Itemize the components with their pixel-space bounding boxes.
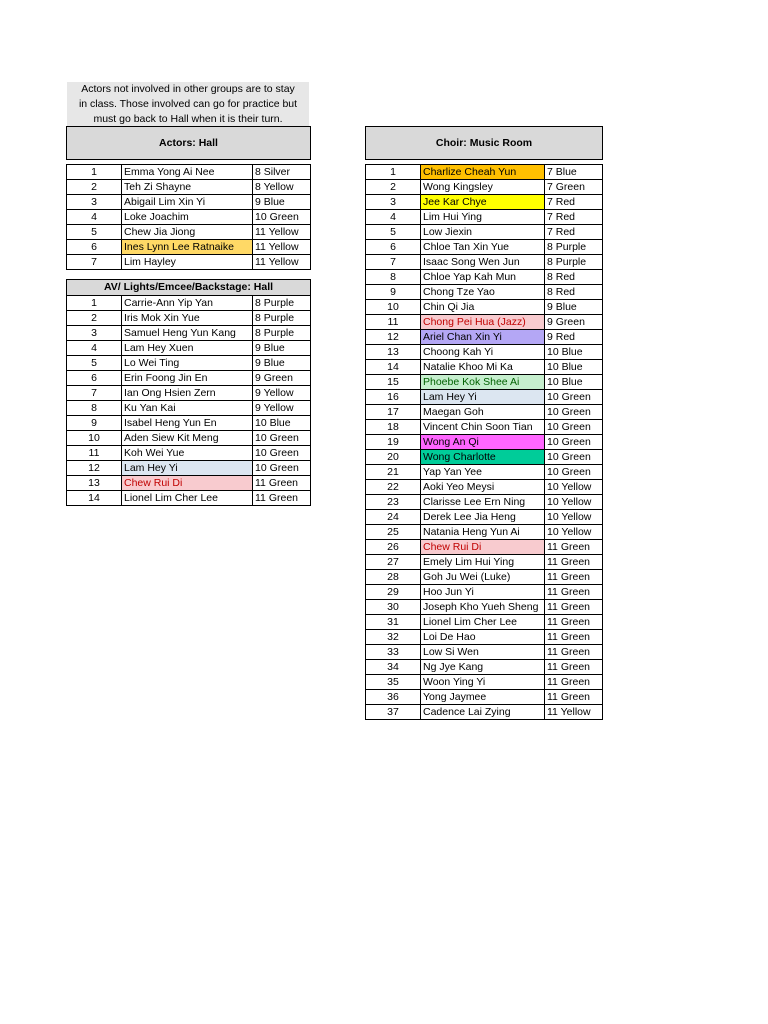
class-name: 10 Blue <box>545 375 603 390</box>
student-name: Chew Rui Di <box>421 540 545 555</box>
table-row <box>366 210 603 225</box>
table-row <box>366 585 603 600</box>
class-name: 11 Green <box>545 570 603 585</box>
table-row <box>67 341 311 356</box>
table-row <box>366 165 603 180</box>
student-name: Natania Heng Yun Ai <box>421 525 545 540</box>
row-number: 1 <box>67 296 122 311</box>
student-name: Derek Lee Jia Heng <box>421 510 545 525</box>
student-name: Jee Kar Chye <box>421 195 545 210</box>
table-row <box>67 296 311 311</box>
table-row <box>366 480 603 495</box>
row-number: 11 <box>67 446 122 461</box>
table-row <box>67 225 311 240</box>
table-row <box>67 356 311 371</box>
student-name: Lo Wei Ting <box>122 356 253 371</box>
row-number: 17 <box>366 405 421 420</box>
table-row <box>67 461 311 476</box>
student-name: Emma Yong Ai Nee <box>122 165 253 180</box>
table-row <box>366 690 603 705</box>
student-name: Erin Foong Jin En <box>122 371 253 386</box>
row-number: 22 <box>366 480 421 495</box>
student-name: Maegan Goh <box>421 405 545 420</box>
actors-table <box>66 126 311 270</box>
student-name: Clarisse Lee Ern Ning <box>421 495 545 510</box>
table-row <box>366 195 603 210</box>
class-name: 10 Yellow <box>545 495 603 510</box>
student-name: Chin Qi Jia <box>421 300 545 315</box>
row-number: 8 <box>67 401 122 416</box>
class-name: 8 Red <box>545 270 603 285</box>
row-number: 35 <box>366 675 421 690</box>
row-number: 32 <box>366 630 421 645</box>
table-row <box>67 401 311 416</box>
class-name: 9 Blue <box>253 356 311 371</box>
class-name: 11 Yellow <box>253 240 311 255</box>
table-row <box>366 360 603 375</box>
class-name: 8 Purple <box>253 311 311 326</box>
student-name: Low Jiexin <box>421 225 545 240</box>
student-name: Aoki Yeo Meysi <box>421 480 545 495</box>
student-name: Chong Pei Hua (Jazz) <box>421 315 545 330</box>
row-number: 33 <box>366 645 421 660</box>
table-row <box>67 416 311 431</box>
student-name: Hoo Jun Yi <box>421 585 545 600</box>
table-row <box>67 491 311 506</box>
table-row <box>366 705 603 720</box>
class-name: 7 Green <box>545 180 603 195</box>
table-row <box>67 210 311 225</box>
student-name: Chew Jia Jiong <box>122 225 253 240</box>
row-number: 36 <box>366 690 421 705</box>
student-name: Chong Tze Yao <box>421 285 545 300</box>
table-row <box>67 326 311 341</box>
row-number: 15 <box>366 375 421 390</box>
class-name: 10 Yellow <box>545 510 603 525</box>
note-line: must go back to Hall when it is their turn. <box>93 113 283 125</box>
class-name: 7 Red <box>545 225 603 240</box>
av-table-title: AV/ Lights/Emcee/Backstage: Hall <box>67 280 311 296</box>
table-row <box>67 476 311 491</box>
table-row <box>67 180 311 195</box>
student-name: Cadence Lai Zying <box>421 705 545 720</box>
class-name: 7 Red <box>545 195 603 210</box>
row-number: 13 <box>67 476 122 491</box>
student-name: Loke Joachim <box>122 210 253 225</box>
class-name: 11 Yellow <box>253 255 311 270</box>
row-number: 5 <box>67 225 122 240</box>
table-header-row <box>366 127 603 160</box>
class-name: 10 Green <box>545 420 603 435</box>
class-name: 10 Yellow <box>545 525 603 540</box>
class-name: 8 Purple <box>253 326 311 341</box>
row-number: 12 <box>67 461 122 476</box>
class-name: 11 Green <box>545 645 603 660</box>
student-name: Ng Jye Kang <box>421 660 545 675</box>
row-number: 2 <box>366 180 421 195</box>
student-name: Woon Ying Yi <box>421 675 545 690</box>
table-row <box>366 390 603 405</box>
class-name: 11 Green <box>253 476 311 491</box>
row-number: 7 <box>366 255 421 270</box>
student-name: Lam Hey Xuen <box>122 341 253 356</box>
row-number: 29 <box>366 585 421 600</box>
student-name: Wong Charlotte <box>421 450 545 465</box>
table-row <box>366 600 603 615</box>
student-name: Goh Ju Wei (Luke) <box>421 570 545 585</box>
student-name: Yong Jaymee <box>421 690 545 705</box>
row-number: 7 <box>67 386 122 401</box>
row-number: 11 <box>366 315 421 330</box>
table-row <box>366 435 603 450</box>
student-name: Wong Kingsley <box>421 180 545 195</box>
row-number: 5 <box>67 356 122 371</box>
row-number: 19 <box>366 435 421 450</box>
row-number: 25 <box>366 525 421 540</box>
row-number: 24 <box>366 510 421 525</box>
choir-table-title: Choir: Music Room <box>366 127 603 160</box>
row-number: 6 <box>67 240 122 255</box>
class-name: 10 Blue <box>253 416 311 431</box>
class-name: 10 Green <box>545 465 603 480</box>
table-header-row <box>67 127 311 160</box>
table-row <box>366 300 603 315</box>
av-table <box>66 279 311 506</box>
table-row <box>366 270 603 285</box>
table-row <box>366 375 603 390</box>
table-row <box>67 446 311 461</box>
student-name: Chloe Yap Kah Mun <box>421 270 545 285</box>
student-name: Natalie Khoo Mi Ka <box>421 360 545 375</box>
table-row <box>366 675 603 690</box>
table-row <box>67 371 311 386</box>
student-name: Vincent Chin Soon Tian <box>421 420 545 435</box>
table-row <box>366 540 603 555</box>
table-row <box>366 405 603 420</box>
class-name: 11 Green <box>545 690 603 705</box>
class-name: 9 Green <box>253 371 311 386</box>
row-number: 6 <box>67 371 122 386</box>
table-row <box>366 645 603 660</box>
class-name: 8 Purple <box>545 255 603 270</box>
student-name: Loi De Hao <box>421 630 545 645</box>
table-row <box>366 225 603 240</box>
actors-table-title: Actors: Hall <box>67 127 311 160</box>
table-row <box>366 525 603 540</box>
class-name: 11 Green <box>545 585 603 600</box>
row-number: 1 <box>67 165 122 180</box>
student-name: Abigail Lim Xin Yi <box>122 195 253 210</box>
class-name: 11 Green <box>545 600 603 615</box>
class-name: 10 Green <box>253 446 311 461</box>
row-number: 9 <box>366 285 421 300</box>
table-row <box>67 255 311 270</box>
table-row <box>67 431 311 446</box>
table-row <box>366 495 603 510</box>
table-row <box>366 315 603 330</box>
student-name: Lam Hey Yi <box>421 390 545 405</box>
class-name: 10 Blue <box>545 345 603 360</box>
table-row <box>366 180 603 195</box>
row-number: 30 <box>366 600 421 615</box>
class-name: 11 Yellow <box>545 705 603 720</box>
student-name: Aden Siew Kit Meng <box>122 431 253 446</box>
row-number: 31 <box>366 615 421 630</box>
table-row <box>67 311 311 326</box>
class-name: 9 Blue <box>253 341 311 356</box>
row-number: 21 <box>366 465 421 480</box>
table-row <box>67 165 311 180</box>
row-number: 16 <box>366 390 421 405</box>
student-name: Wong An Qi <box>421 435 545 450</box>
row-number: 37 <box>366 705 421 720</box>
student-name: Emely Lim Hui Ying <box>421 555 545 570</box>
student-name: Low Si Wen <box>421 645 545 660</box>
student-name: Teh Zi Shayne <box>122 180 253 195</box>
student-name: Ariel Chan Xin Yi <box>421 330 545 345</box>
row-number: 27 <box>366 555 421 570</box>
row-number: 8 <box>366 270 421 285</box>
class-name: 11 Yellow <box>253 225 311 240</box>
class-name: 11 Green <box>545 675 603 690</box>
instruction-note <box>67 82 309 126</box>
student-name: Chloe Tan Xin Yue <box>421 240 545 255</box>
table-row <box>366 510 603 525</box>
class-name: 9 Blue <box>545 300 603 315</box>
row-number: 26 <box>366 540 421 555</box>
table-row <box>366 285 603 300</box>
class-name: 11 Green <box>253 491 311 506</box>
row-number: 2 <box>67 180 122 195</box>
row-number: 10 <box>67 431 122 446</box>
row-number: 14 <box>67 491 122 506</box>
row-number: 9 <box>67 416 122 431</box>
table-row <box>366 570 603 585</box>
table-header-row <box>67 280 311 296</box>
table-row <box>366 255 603 270</box>
row-number: 20 <box>366 450 421 465</box>
student-name: Ian Ong Hsien Zern <box>122 386 253 401</box>
table-row <box>366 615 603 630</box>
row-number: 10 <box>366 300 421 315</box>
student-name: Carrie-Ann Yip Yan <box>122 296 253 311</box>
class-name: 9 Green <box>545 315 603 330</box>
row-number: 14 <box>366 360 421 375</box>
student-name: Lam Hey Yi <box>122 461 253 476</box>
class-name: 8 Purple <box>545 240 603 255</box>
student-name: Ines Lynn Lee Ratnaike <box>122 240 253 255</box>
table-row <box>366 465 603 480</box>
row-number: 4 <box>67 210 122 225</box>
class-name: 11 Green <box>545 630 603 645</box>
table-row <box>366 420 603 435</box>
class-name: 9 Blue <box>253 195 311 210</box>
class-name: 9 Yellow <box>253 386 311 401</box>
class-name: 10 Green <box>253 210 311 225</box>
student-name: Yap Yan Yee <box>421 465 545 480</box>
class-name: 10 Yellow <box>545 480 603 495</box>
student-name: Lim Hui Ying <box>421 210 545 225</box>
note-line: Actors not involved in other groups are to stay <box>81 83 295 95</box>
table-row <box>366 345 603 360</box>
class-name: 10 Green <box>253 461 311 476</box>
student-name: Charlize Cheah Yun <box>421 165 545 180</box>
student-name: Lionel Lim Cher Lee <box>421 615 545 630</box>
class-name: 9 Yellow <box>253 401 311 416</box>
table-row <box>366 450 603 465</box>
student-name: Chew Rui Di <box>122 476 253 491</box>
row-number: 1 <box>366 165 421 180</box>
class-name: 11 Green <box>545 615 603 630</box>
row-number: 23 <box>366 495 421 510</box>
class-name: 9 Red <box>545 330 603 345</box>
row-number: 3 <box>67 195 122 210</box>
class-name: 11 Green <box>545 540 603 555</box>
table-row <box>67 240 311 255</box>
row-number: 12 <box>366 330 421 345</box>
row-number: 28 <box>366 570 421 585</box>
class-name: 10 Blue <box>545 360 603 375</box>
table-row <box>67 195 311 210</box>
row-number: 4 <box>366 210 421 225</box>
row-number: 3 <box>67 326 122 341</box>
student-name: Koh Wei Yue <box>122 446 253 461</box>
student-name: Lionel Lim Cher Lee <box>122 491 253 506</box>
row-number: 7 <box>67 255 122 270</box>
table-row <box>366 330 603 345</box>
table-row <box>366 630 603 645</box>
class-name: 10 Green <box>545 390 603 405</box>
class-name: 10 Green <box>545 435 603 450</box>
student-name: Joseph Kho Yueh Sheng <box>421 600 545 615</box>
row-number: 3 <box>366 195 421 210</box>
student-name: Choong Kah Yi <box>421 345 545 360</box>
note-line: in class. Those involved can go for practice but <box>78 98 298 110</box>
student-name: Ku Yan Kai <box>122 401 253 416</box>
student-name: Isaac Song Wen Jun <box>421 255 545 270</box>
class-name: 8 Purple <box>253 296 311 311</box>
class-name: 8 Yellow <box>253 180 311 195</box>
row-number: 2 <box>67 311 122 326</box>
row-number: 34 <box>366 660 421 675</box>
row-number: 6 <box>366 240 421 255</box>
row-number: 18 <box>366 420 421 435</box>
table-row <box>67 386 311 401</box>
class-name: 10 Green <box>545 405 603 420</box>
row-number: 4 <box>67 341 122 356</box>
student-name: Iris Mok Xin Yue <box>122 311 253 326</box>
row-number: 13 <box>366 345 421 360</box>
class-name: 7 Blue <box>545 165 603 180</box>
class-name: 10 Green <box>253 431 311 446</box>
student-name: Phoebe Kok Shee Ai <box>421 375 545 390</box>
table-row <box>366 555 603 570</box>
row-number: 5 <box>366 225 421 240</box>
class-name: 8 Silver <box>253 165 311 180</box>
class-name: 11 Green <box>545 660 603 675</box>
student-name: Lim Hayley <box>122 255 253 270</box>
class-name: 10 Green <box>545 450 603 465</box>
table-row <box>366 240 603 255</box>
table-row <box>366 660 603 675</box>
class-name: 8 Red <box>545 285 603 300</box>
class-name: 7 Red <box>545 210 603 225</box>
class-name: 11 Green <box>545 555 603 570</box>
choir-table <box>365 126 603 720</box>
student-name: Isabel Heng Yun En <box>122 416 253 431</box>
student-name: Samuel Heng Yun Kang <box>122 326 253 341</box>
